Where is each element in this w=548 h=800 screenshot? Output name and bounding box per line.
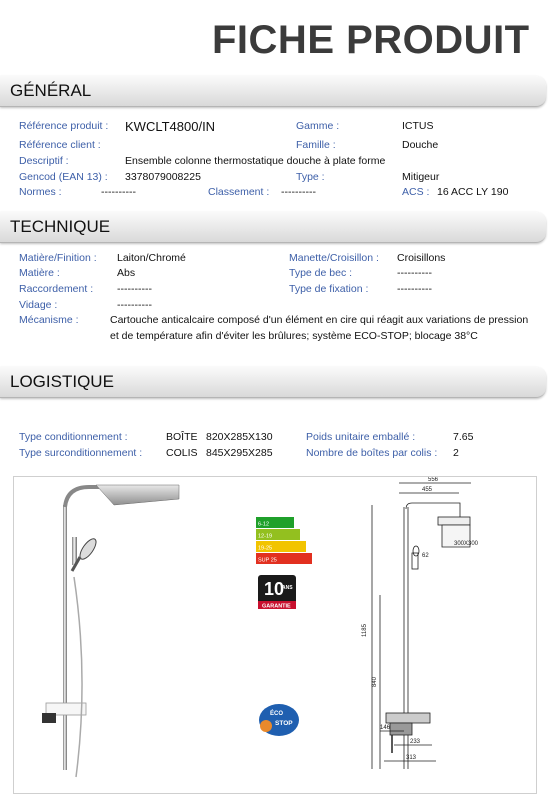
dim-233: 233: [410, 739, 421, 745]
energy-class-badge: [256, 517, 312, 564]
classement-label: Classement :: [208, 186, 270, 198]
section-technique-title: TECHNIQUE: [10, 217, 111, 236]
gencod-value: 3378079008225: [125, 171, 201, 183]
matiere-finition-label: Matière/Finition :: [19, 252, 97, 264]
section-general: [0, 76, 546, 107]
dim-840: 840: [372, 676, 378, 687]
vidage-value: ----------: [117, 299, 152, 311]
eco-line-2: STOP: [275, 720, 293, 727]
vidage-label: Vidage :: [19, 299, 58, 311]
dim-455: 455: [422, 487, 433, 493]
eco-stop-badge: [259, 704, 299, 736]
energy-row-4: SUP 25: [258, 557, 277, 564]
surconditionnement-label: Type surconditionnement :: [19, 447, 143, 459]
warranty-unit: ANS: [282, 585, 293, 591]
energy-row-1: 6-12: [258, 521, 270, 528]
gamme-label: Gamme :: [296, 120, 340, 132]
normes-label: Normes :: [19, 186, 62, 198]
section-general-title: GÉNÉRAL: [10, 81, 92, 100]
surconditionnement-dims: 845X295X285: [206, 447, 273, 459]
raccordement-label: Raccordement :: [19, 283, 94, 295]
descriptif-value: Ensemble colonne thermostatique douche à plate forme: [125, 155, 386, 167]
conditionnement-kind: BOÎTE: [166, 431, 198, 443]
classement-value: ----------: [281, 186, 316, 198]
conditionnement-dims: 820X285X130: [206, 431, 273, 443]
page-title: FICHE PRODUIT: [212, 18, 530, 62]
nb-boites-label: Nombre de boîtes par colis :: [306, 447, 438, 459]
manette-value: Croisillons: [397, 252, 446, 264]
dim-62: 62: [422, 553, 429, 559]
eco-line-1: ÉCO: [270, 711, 284, 717]
descriptif-label: Descriptif :: [19, 155, 69, 167]
manette-label: Manette/Croisillon :: [289, 252, 379, 264]
matiere-value: Abs: [117, 267, 136, 279]
surconditionnement-kind: COLIS: [166, 447, 198, 459]
poids-value: 7.65: [453, 431, 474, 443]
normes-value: ----------: [101, 186, 136, 198]
product-visual-frame: [13, 476, 537, 794]
energy-row-2: 12-19: [258, 533, 273, 540]
gamme-value: ICTUS: [402, 120, 434, 132]
type-bec-label: Type de bec :: [289, 267, 353, 279]
shower-column-photo: [42, 485, 179, 777]
acs-label: ACS :: [402, 186, 430, 198]
product-illustration: [14, 477, 536, 793]
matiere-finition-value: Laiton/Chromé: [117, 252, 186, 264]
warranty-badge: [258, 575, 296, 610]
warranty-number: 10: [264, 579, 285, 599]
type-fixation-value: ----------: [397, 283, 432, 295]
matiere-label: Matière :: [19, 267, 60, 279]
gencod-label: Gencod (EAN 13) :: [19, 171, 108, 183]
famille-label: Famille :: [296, 139, 336, 151]
mecanisme-label: Mécanisme :: [19, 314, 79, 326]
section-logistique-title: LOGISTIQUE: [10, 372, 114, 391]
energy-row-3: 19-25: [258, 545, 273, 552]
type-fixation-label: Type de fixation :: [289, 283, 369, 295]
ref-produit-value: KWCLT4800/IN: [125, 119, 216, 134]
warranty-text: GARANTIE: [262, 603, 291, 610]
dim-556: 556: [428, 477, 439, 483]
mecanisme-value: Cartouche anticalcaire composé d'un élément en cire qui réagit aux variations de pression et de température afin d'éviter les brûlures; système ECO-STOP; blocage 38°C: [110, 314, 529, 342]
famille-value: Douche: [402, 139, 439, 151]
section-logistique: [0, 367, 546, 398]
dim-146: 146: [380, 725, 391, 731]
type-bec-value: ----------: [397, 267, 432, 279]
raccordement-value: ----------: [117, 283, 152, 295]
dim-300: 300X300: [454, 541, 479, 547]
ref-client-label: Référence client :: [19, 139, 101, 151]
conditionnement-label: Type conditionnement :: [19, 431, 128, 443]
section-technique: [0, 212, 546, 243]
dim-1185: 1185: [362, 624, 368, 637]
dim-313: 313: [406, 755, 417, 761]
type-value: Mitigeur: [402, 171, 440, 183]
nb-boites-value: 2: [453, 447, 459, 459]
type-label: Type :: [296, 171, 325, 183]
poids-label: Poids unitaire emballé :: [306, 431, 416, 443]
ref-produit-label: Référence produit :: [19, 120, 109, 132]
acs-value: 16 ACC LY 190: [437, 186, 509, 198]
